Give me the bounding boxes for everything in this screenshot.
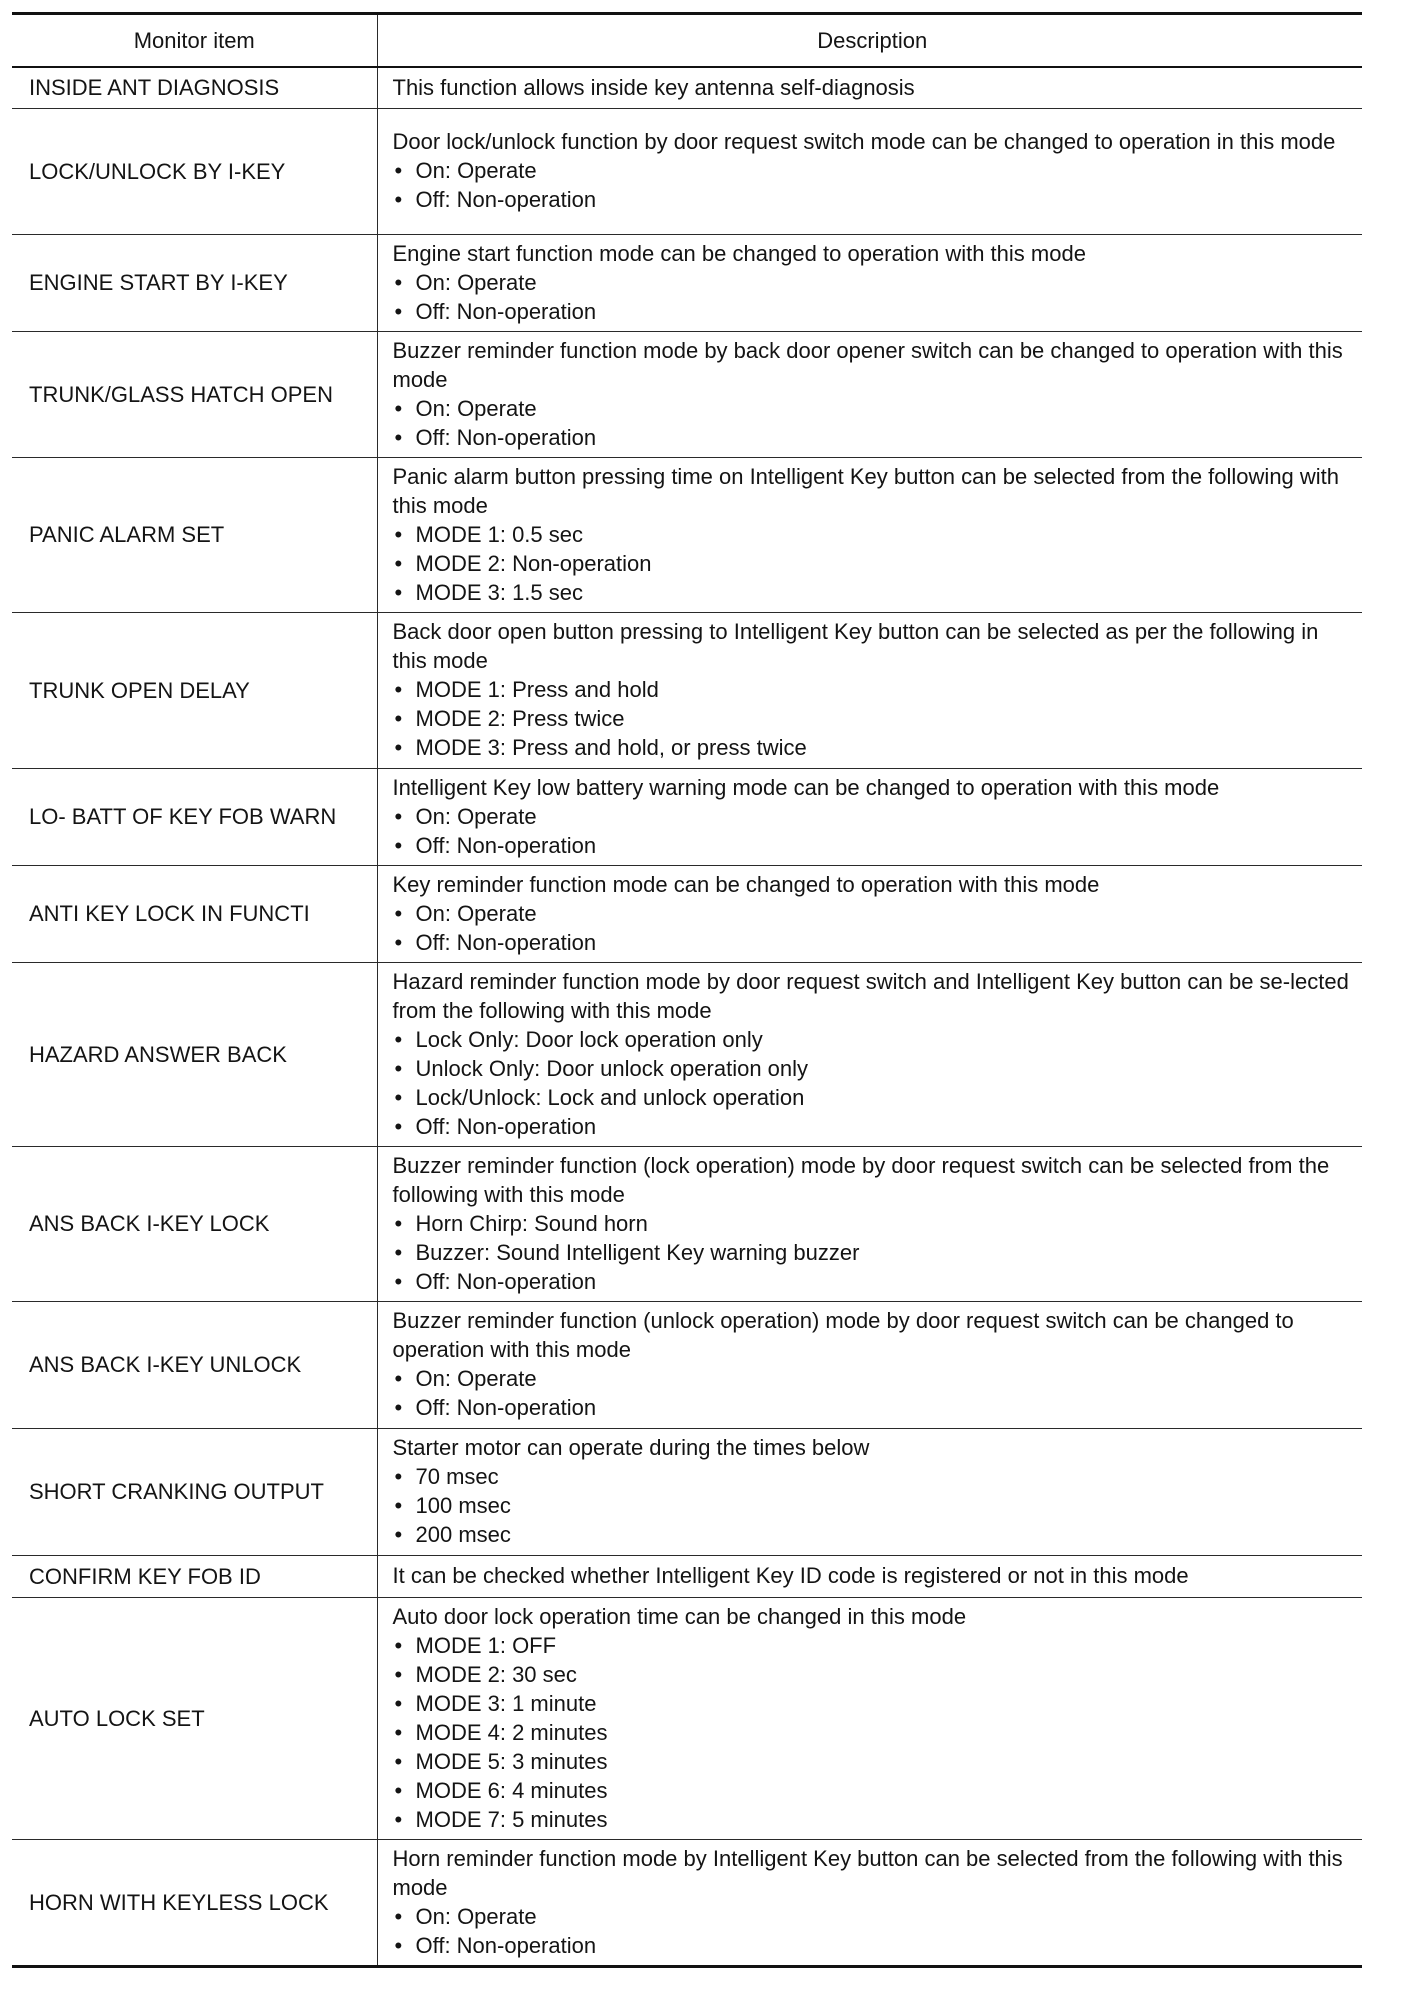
description-bullet-list <box>393 1025 1353 1141</box>
description-cell <box>377 1428 1362 1555</box>
description-cell <box>377 612 1362 768</box>
monitor-item-cell: INSIDE ANT DIAGNOSIS <box>12 67 377 108</box>
monitor-item-cell: LOCK/UNLOCK BY I-KEY <box>12 108 377 234</box>
monitor-item-table <box>12 12 1362 1968</box>
monitor-item-cell: PANIC ALARM SET <box>12 457 377 612</box>
bullet-item: • Off: Non-operation <box>393 1112 1353 1141</box>
description-bullet-list <box>393 1631 1353 1834</box>
bullet-item: • MODE 2: Press twice <box>393 704 1353 733</box>
description-text: Auto door lock operation time can be changed in this mode <box>392 1603 967 1629</box>
bullet-item: • MODE 3: 1 minute <box>393 1689 1353 1718</box>
table-row <box>12 1555 1362 1597</box>
description-text: Hazard reminder function mode by door request switch and Intelligent Key button can be se-lected from the following with this mode <box>392 968 1349 1023</box>
table-row <box>12 1301 1362 1428</box>
description-bullet-list <box>393 675 1353 762</box>
monitor-item-cell: TRUNK/GLASS HATCH OPEN <box>12 331 377 457</box>
table-header-row <box>12 14 1362 68</box>
description-cell <box>377 1555 1362 1597</box>
description-cell <box>377 457 1362 612</box>
bullet-item: • Off: Non-operation <box>393 1393 1353 1422</box>
bullet-item: • Off: Non-operation <box>393 928 1353 957</box>
monitor-item-cell: HORN WITH KEYLESS LOCK <box>12 1839 377 1966</box>
description-bullet-list <box>393 1462 1353 1549</box>
monitor-item-cell: ANTI KEY LOCK IN FUNCTI <box>12 865 377 962</box>
monitor-item-cell: ANS BACK I-KEY LOCK <box>12 1146 377 1301</box>
bullet-item: • Off: Non-operation <box>393 297 1353 326</box>
description-cell <box>377 768 1362 865</box>
description-text: Starter motor can operate during the times below <box>392 1435 870 1460</box>
bullet-item: • MODE 3: Press and hold, or press twice <box>393 733 1353 762</box>
description-cell <box>377 1597 1362 1839</box>
bullet-item: • On: Operate <box>393 394 1353 423</box>
bullet-item: • Off: Non-operation <box>393 423 1353 452</box>
bullet-item: • Off: Non-operation <box>393 185 1353 214</box>
bullet-item: • MODE 1: OFF <box>393 1631 1353 1660</box>
table-row <box>12 865 1362 962</box>
bullet-item: • Off: Non-operation <box>393 1931 1353 1960</box>
table-row <box>12 962 1362 1146</box>
bullet-item: • Off: Non-operation <box>393 831 1353 860</box>
description-cell <box>377 108 1362 234</box>
description-text: Engine start function mode can be changed to operation with this mode <box>392 240 1086 266</box>
bullet-item: • MODE 2: Non-operation <box>393 549 1353 578</box>
monitor-item-cell: HAZARD ANSWER BACK <box>12 962 377 1146</box>
bullet-item: • Horn Chirp: Sound horn <box>393 1209 1353 1238</box>
bullet-item: • MODE 1: 0.5 sec <box>393 520 1353 549</box>
table-row <box>12 234 1362 331</box>
bullet-item: • MODE 5: 3 minutes <box>393 1747 1353 1776</box>
description-bullet-list <box>393 899 1353 957</box>
description-text: Buzzer reminder function (lock operation) mode by door request switch can be selected from the following with this mode <box>392 1152 1330 1207</box>
description-bullet-list <box>393 394 1353 452</box>
description-cell <box>377 962 1362 1146</box>
description-text: Intelligent Key low battery warning mode can be changed to operation with this mode <box>392 774 1220 800</box>
monitor-item-cell: LO- BATT OF KEY FOB WARN <box>12 768 377 865</box>
bullet-item: • On: Operate <box>393 268 1353 297</box>
description-cell <box>377 1839 1362 1966</box>
description-text: Back door open button pressing to Intelligent Key button can be selected as per the following in this mode <box>392 619 1319 673</box>
table-row <box>12 457 1362 612</box>
table-row <box>12 768 1362 865</box>
monitor-item-cell: ANS BACK I-KEY UNLOCK <box>12 1301 377 1428</box>
table-row <box>12 1428 1362 1555</box>
bullet-item: • On: Operate <box>393 899 1353 928</box>
description-text: Buzzer reminder function (unlock operation) mode by door request switch can be changed to operation with this mode <box>392 1308 1294 1362</box>
bullet-item: • MODE 3: 1.5 sec <box>393 578 1353 607</box>
description-bullet-list <box>393 802 1353 860</box>
bullet-item: • On: Operate <box>393 1902 1353 1931</box>
description-text: Horn reminder function mode by Intelligent Key button can be selected from the following with this mode <box>392 1845 1343 1900</box>
description-text: This function allows inside key antenna self-diagnosis <box>392 74 915 100</box>
description-text: Panic alarm button pressing time on Intelligent Key button can be selected from the following with this mode <box>392 463 1340 518</box>
description-cell <box>377 331 1362 457</box>
bullet-item: • On: Operate <box>393 802 1353 831</box>
description-text: Buzzer reminder function mode by back door opener switch can be changed to operation with this mode <box>392 337 1343 392</box>
bullet-item: • MODE 4: 2 minutes <box>393 1718 1353 1747</box>
table-row <box>12 1146 1362 1301</box>
table-row <box>12 1839 1362 1966</box>
description-bullet-list <box>393 1902 1353 1960</box>
bullet-item: • Lock Only: Door lock operation only <box>393 1025 1353 1054</box>
table-row <box>12 612 1362 768</box>
description-cell <box>377 1146 1362 1301</box>
document-page <box>12 12 1362 1968</box>
bullet-item: • 70 msec <box>393 1462 1353 1491</box>
table-row <box>12 108 1362 234</box>
bullet-item: • MODE 1: Press and hold <box>393 675 1353 704</box>
header-description: Description <box>377 14 1362 68</box>
bullet-item: • MODE 2: 30 sec <box>393 1660 1353 1689</box>
table-row <box>12 331 1362 457</box>
bullet-item: • Lock/Unlock: Lock and unlock operation <box>393 1083 1353 1112</box>
table-row <box>12 67 1362 108</box>
bullet-item: • On: Operate <box>393 1364 1353 1393</box>
bullet-item: • MODE 7: 5 minutes <box>393 1805 1353 1834</box>
description-bullet-list <box>393 1209 1353 1296</box>
description-bullet-list <box>393 268 1353 326</box>
description-cell <box>377 234 1362 331</box>
monitor-item-cell: AUTO LOCK SET <box>12 1597 377 1839</box>
description-cell <box>377 1301 1362 1428</box>
bullet-item: • On: Operate <box>393 156 1353 185</box>
description-bullet-list <box>393 520 1353 607</box>
description-bullet-list <box>393 1364 1353 1422</box>
description-text: Door lock/unlock function by door request switch mode can be changed to operation in this mode <box>392 129 1336 154</box>
bullet-item: • 100 msec <box>393 1491 1353 1520</box>
monitor-item-cell: CONFIRM KEY FOB ID <box>12 1555 377 1597</box>
bullet-item: • Buzzer: Sound Intelligent Key warning buzzer <box>393 1238 1353 1267</box>
bullet-item: • Off: Non-operation <box>393 1267 1353 1296</box>
header-monitor-item: Monitor item <box>12 14 377 68</box>
description-text: Key reminder function mode can be changed to operation with this mode <box>392 871 1100 897</box>
monitor-item-cell: TRUNK OPEN DELAY <box>12 612 377 768</box>
description-cell <box>377 865 1362 962</box>
description-text: It can be checked whether Intelligent Key ID code is registered or not in this mode <box>392 1563 1189 1588</box>
description-cell <box>377 67 1362 108</box>
table-row <box>12 1597 1362 1839</box>
bullet-item: • Unlock Only: Door unlock operation only <box>393 1054 1353 1083</box>
description-bullet-list <box>393 156 1353 214</box>
bullet-item: • 200 msec <box>393 1520 1353 1549</box>
bullet-item: • MODE 6: 4 minutes <box>393 1776 1353 1805</box>
monitor-item-cell: ENGINE START BY I-KEY <box>12 234 377 331</box>
monitor-item-cell: SHORT CRANKING OUTPUT <box>12 1428 377 1555</box>
